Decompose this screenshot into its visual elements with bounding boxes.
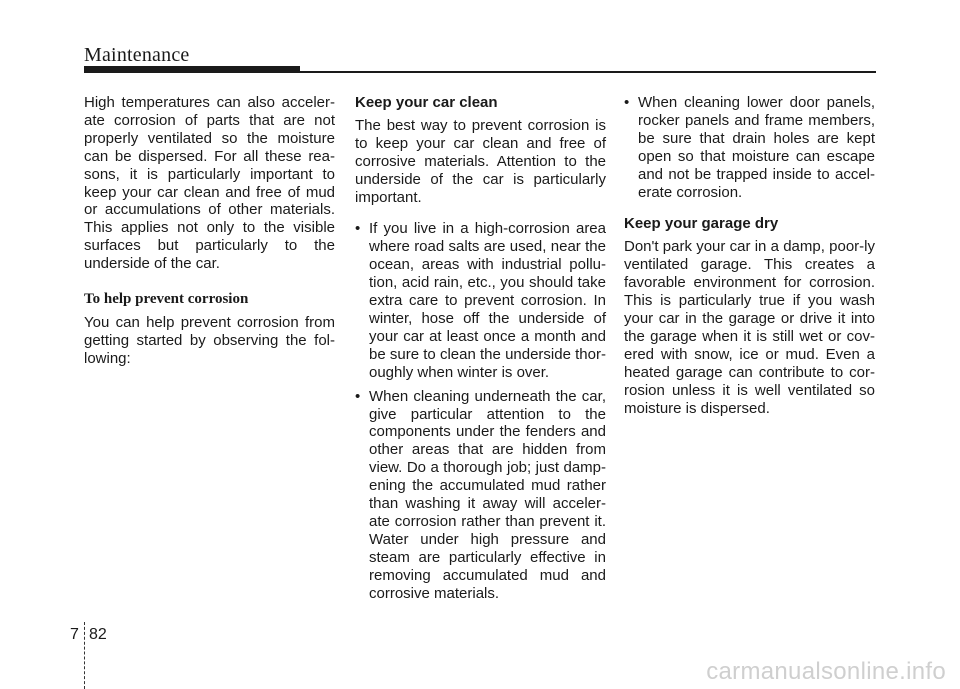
- header-rule-thin: [300, 71, 876, 73]
- bullet-text: When cleaning underneath the car, give particular attention to the components under the fenders and other areas that are hidden from view. Do a thorough job; just damp-ening the accumulated mud rather than washing it away will acceler-ate corrosion rather than prevent it. Water under high pressure and steam are particularly effective in removing accumulated mud and corrosive materials.: [369, 387, 606, 602]
- bullet-text: When cleaning lower door panels, rocker panels and frame members, be sure that drain holes are kept open so that moisture can escape and not be trapped inside to accel-erate corrosion.: [638, 94, 875, 201]
- header-rule-thick: [84, 66, 300, 73]
- bullet-icon: •: [355, 220, 361, 238]
- column-3: [624, 94, 875, 417]
- garage-dry-paragraph: Don't park your car in a damp, poor-ly ventilated garage. This creates a favorable environment for corrosion. This is particularly true if you wash your car in the garage or drive it into the garage when it is still wet or cov-ered with snow, ice or mud. Even a heated garage can contribute to cor-rosion unless it is well ventilated so moisture is dispersed.: [624, 238, 875, 417]
- section-heading-keep-clean: Keep your car clean: [355, 94, 498, 111]
- watermark-text: carmanualsonline.info: [706, 658, 946, 685]
- bullet-text: If you live in a high-corrosion area where road salts are used, near the ocean, areas with industrial pollu-tion, acid rain, etc., you should take extra care to prevent corrosion. In winter, hose off the underside of your car at least once a month and be sure to clean the underside thor-oughly when winter is over.: [369, 220, 606, 381]
- section-number: 7: [70, 626, 79, 643]
- list-item: [355, 388, 606, 603]
- page-number: 82: [89, 626, 107, 643]
- column-1: [84, 94, 335, 368]
- prevent-corrosion-paragraph: You can help prevent corrosion from getting started by observing the fol-lowing:: [84, 313, 335, 367]
- footer-divider: [84, 622, 86, 689]
- intro-paragraph: High temperatures can also acceler-ate corrosion of parts that are not properly ventilated so the moisture can be dispersed. For all these rea-sons, it is particularly important to keep your car clean and free of mud or accumulations of other materials. This applies not only to the visible surfaces but particularly to the underside of the car.: [84, 94, 335, 273]
- continued-bullet-list: [624, 94, 875, 201]
- section-heading-prevent-corrosion: To help prevent corrosion: [84, 291, 249, 308]
- list-item: [624, 94, 875, 201]
- keep-clean-bullet-list: [355, 220, 606, 602]
- list-item: [355, 220, 606, 381]
- bullet-icon: •: [355, 387, 361, 405]
- section-heading-garage-dry: Keep your garage dry: [624, 215, 779, 233]
- column-2: [355, 94, 606, 608]
- page-header-title: Maintenance: [84, 44, 190, 66]
- bullet-icon: •: [624, 94, 630, 111]
- keep-clean-paragraph: The best way to prevent corrosion is to keep your car clean and free of corrosive materials. Attention to the underside of the car is particularly important.: [355, 116, 606, 206]
